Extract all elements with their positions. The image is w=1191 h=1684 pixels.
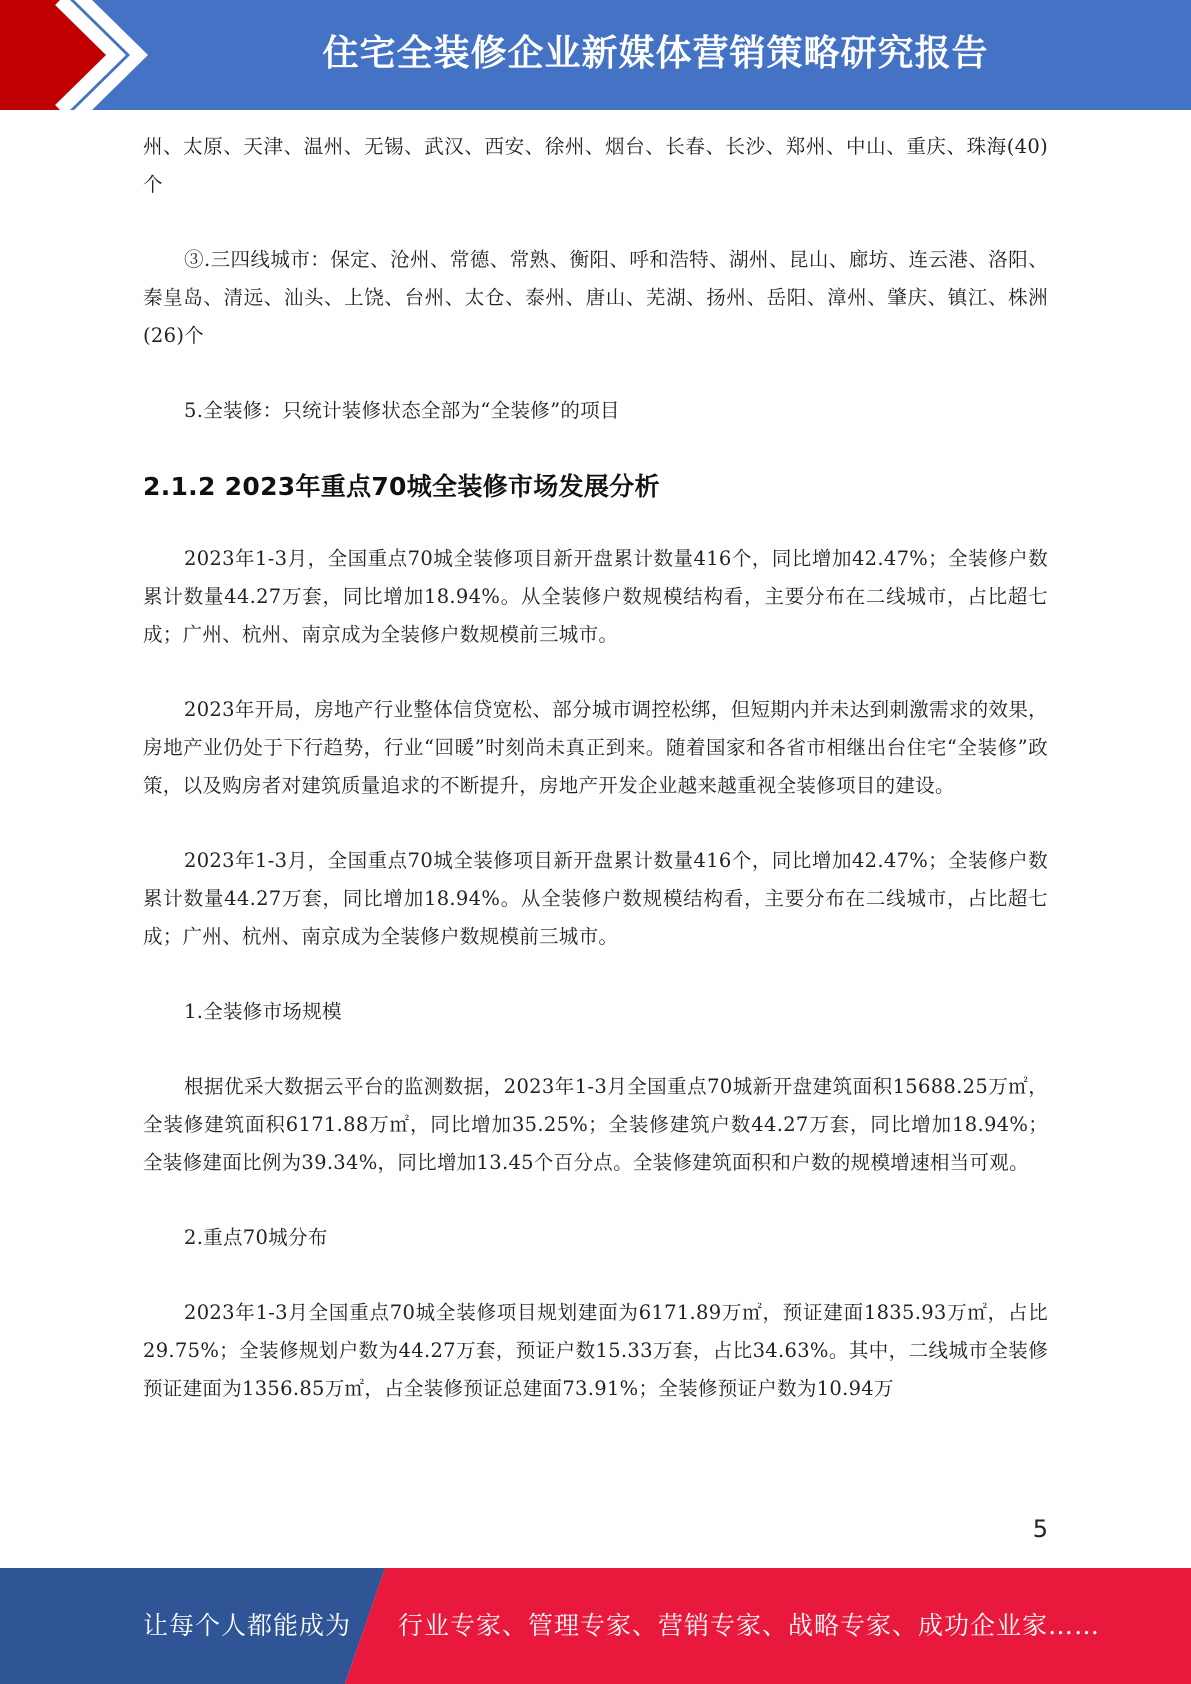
report-title: 住宅全装修企业新媒体营销策略研究报告 bbox=[322, 33, 989, 74]
subheading-market-scale: 1.全装修市场规模 bbox=[184, 1000, 342, 1023]
paragraph-market-scale: 根据优采大数据云平台的监测数据，2023年1-3月全国重点70城新开盘建筑面积15688.25万㎡，全装修建筑面积6171.88万㎡，同比增加35.25%；全装修建筑户数44.27万套，同比增加18.94%；全装修建面比例为39.34%，同比增加13.45个百分点。全装修建筑面积和户数的规模增速相当可观。 bbox=[143, 1075, 1048, 1174]
footer-slogan-left: 让每个人都能成为 bbox=[143, 1611, 352, 1640]
page-header bbox=[0, 0, 1191, 110]
page-number: 5 bbox=[1032, 1515, 1048, 1543]
document-body bbox=[143, 128, 1048, 1445]
paragraph-market-context: 2023年开局，房地产行业整体信贷宽松、部分城市调控松绑，但短期内并未达到刺激需求的效果，房地产业仍处于下行趋势，行业“回暖”时刻尚未真正到来。随着国家和各省市相继出台住宅“全装修”政策，以及购房者对建筑质量追求的不断提升，房地产开发企业越来越重视全装修项目的建设。 bbox=[143, 698, 1048, 797]
footer-slogan-right: 行业专家、管理专家、营销专家、战略专家、成功企业家…… bbox=[398, 1611, 1101, 1640]
paragraph-overview-repeat: 2023年1-3月，全国重点70城全装修项目新开盘累计数量416个，同比增加42.47%；全装修户数累计数量44.27万套，同比增加18.94%。从全装修户数规模结构看，主要分布在二线城市，占比超七成；广州、杭州、南京成为全装修户数规模前三城市。 bbox=[143, 849, 1048, 948]
paragraph-city-list-continued: 州、太原、天津、温州、无锡、武汉、西安、徐州、烟台、长春、长沙、郑州、中山、重庆、珠海(40)个 bbox=[143, 135, 1048, 196]
section-heading: 2.1.2 2023年重点70城全装修市场发展分析 bbox=[143, 472, 660, 501]
paragraph-definition-full-decoration: 5.全装修：只统计装修状态全部为“全装修”的项目 bbox=[184, 399, 620, 422]
subheading-city-distribution: 2.重点70城分布 bbox=[184, 1226, 328, 1249]
paragraph-overview: 2023年1-3月，全国重点70城全装修项目新开盘累计数量416个，同比增加42.47%；全装修户数累计数量44.27万套，同比增加18.94%。从全装修户数规模结构看，主要分布在二线城市，占比超七成；广州、杭州、南京成为全装修户数规模前三城市。 bbox=[143, 547, 1048, 646]
page-footer bbox=[0, 1568, 1191, 1684]
paragraph-tier3-cities: ③.三四线城市：保定、沧州、常德、常熟、衡阳、呼和浩特、湖州、昆山、廊坊、连云港、洛阳、秦皇岛、清远、汕头、上饶、台州、太仓、泰州、唐山、芜湖、扬州、岳阳、漳州、肇庆、镇江、株洲(26)个 bbox=[143, 248, 1048, 347]
paragraph-city-distribution: 2023年1-3月全国重点70城全装修项目规划建面为6171.89万㎡，预证建面1835.93万㎡，占比29.75%；全装修规划户数为44.27万套，预证户数15.33万套，占比34.63%。其中，二线城市全装修预证建面为1356.85万㎡，占全装修预证总建面73.91%；全装修预证户数为10.94万 bbox=[143, 1301, 1048, 1400]
